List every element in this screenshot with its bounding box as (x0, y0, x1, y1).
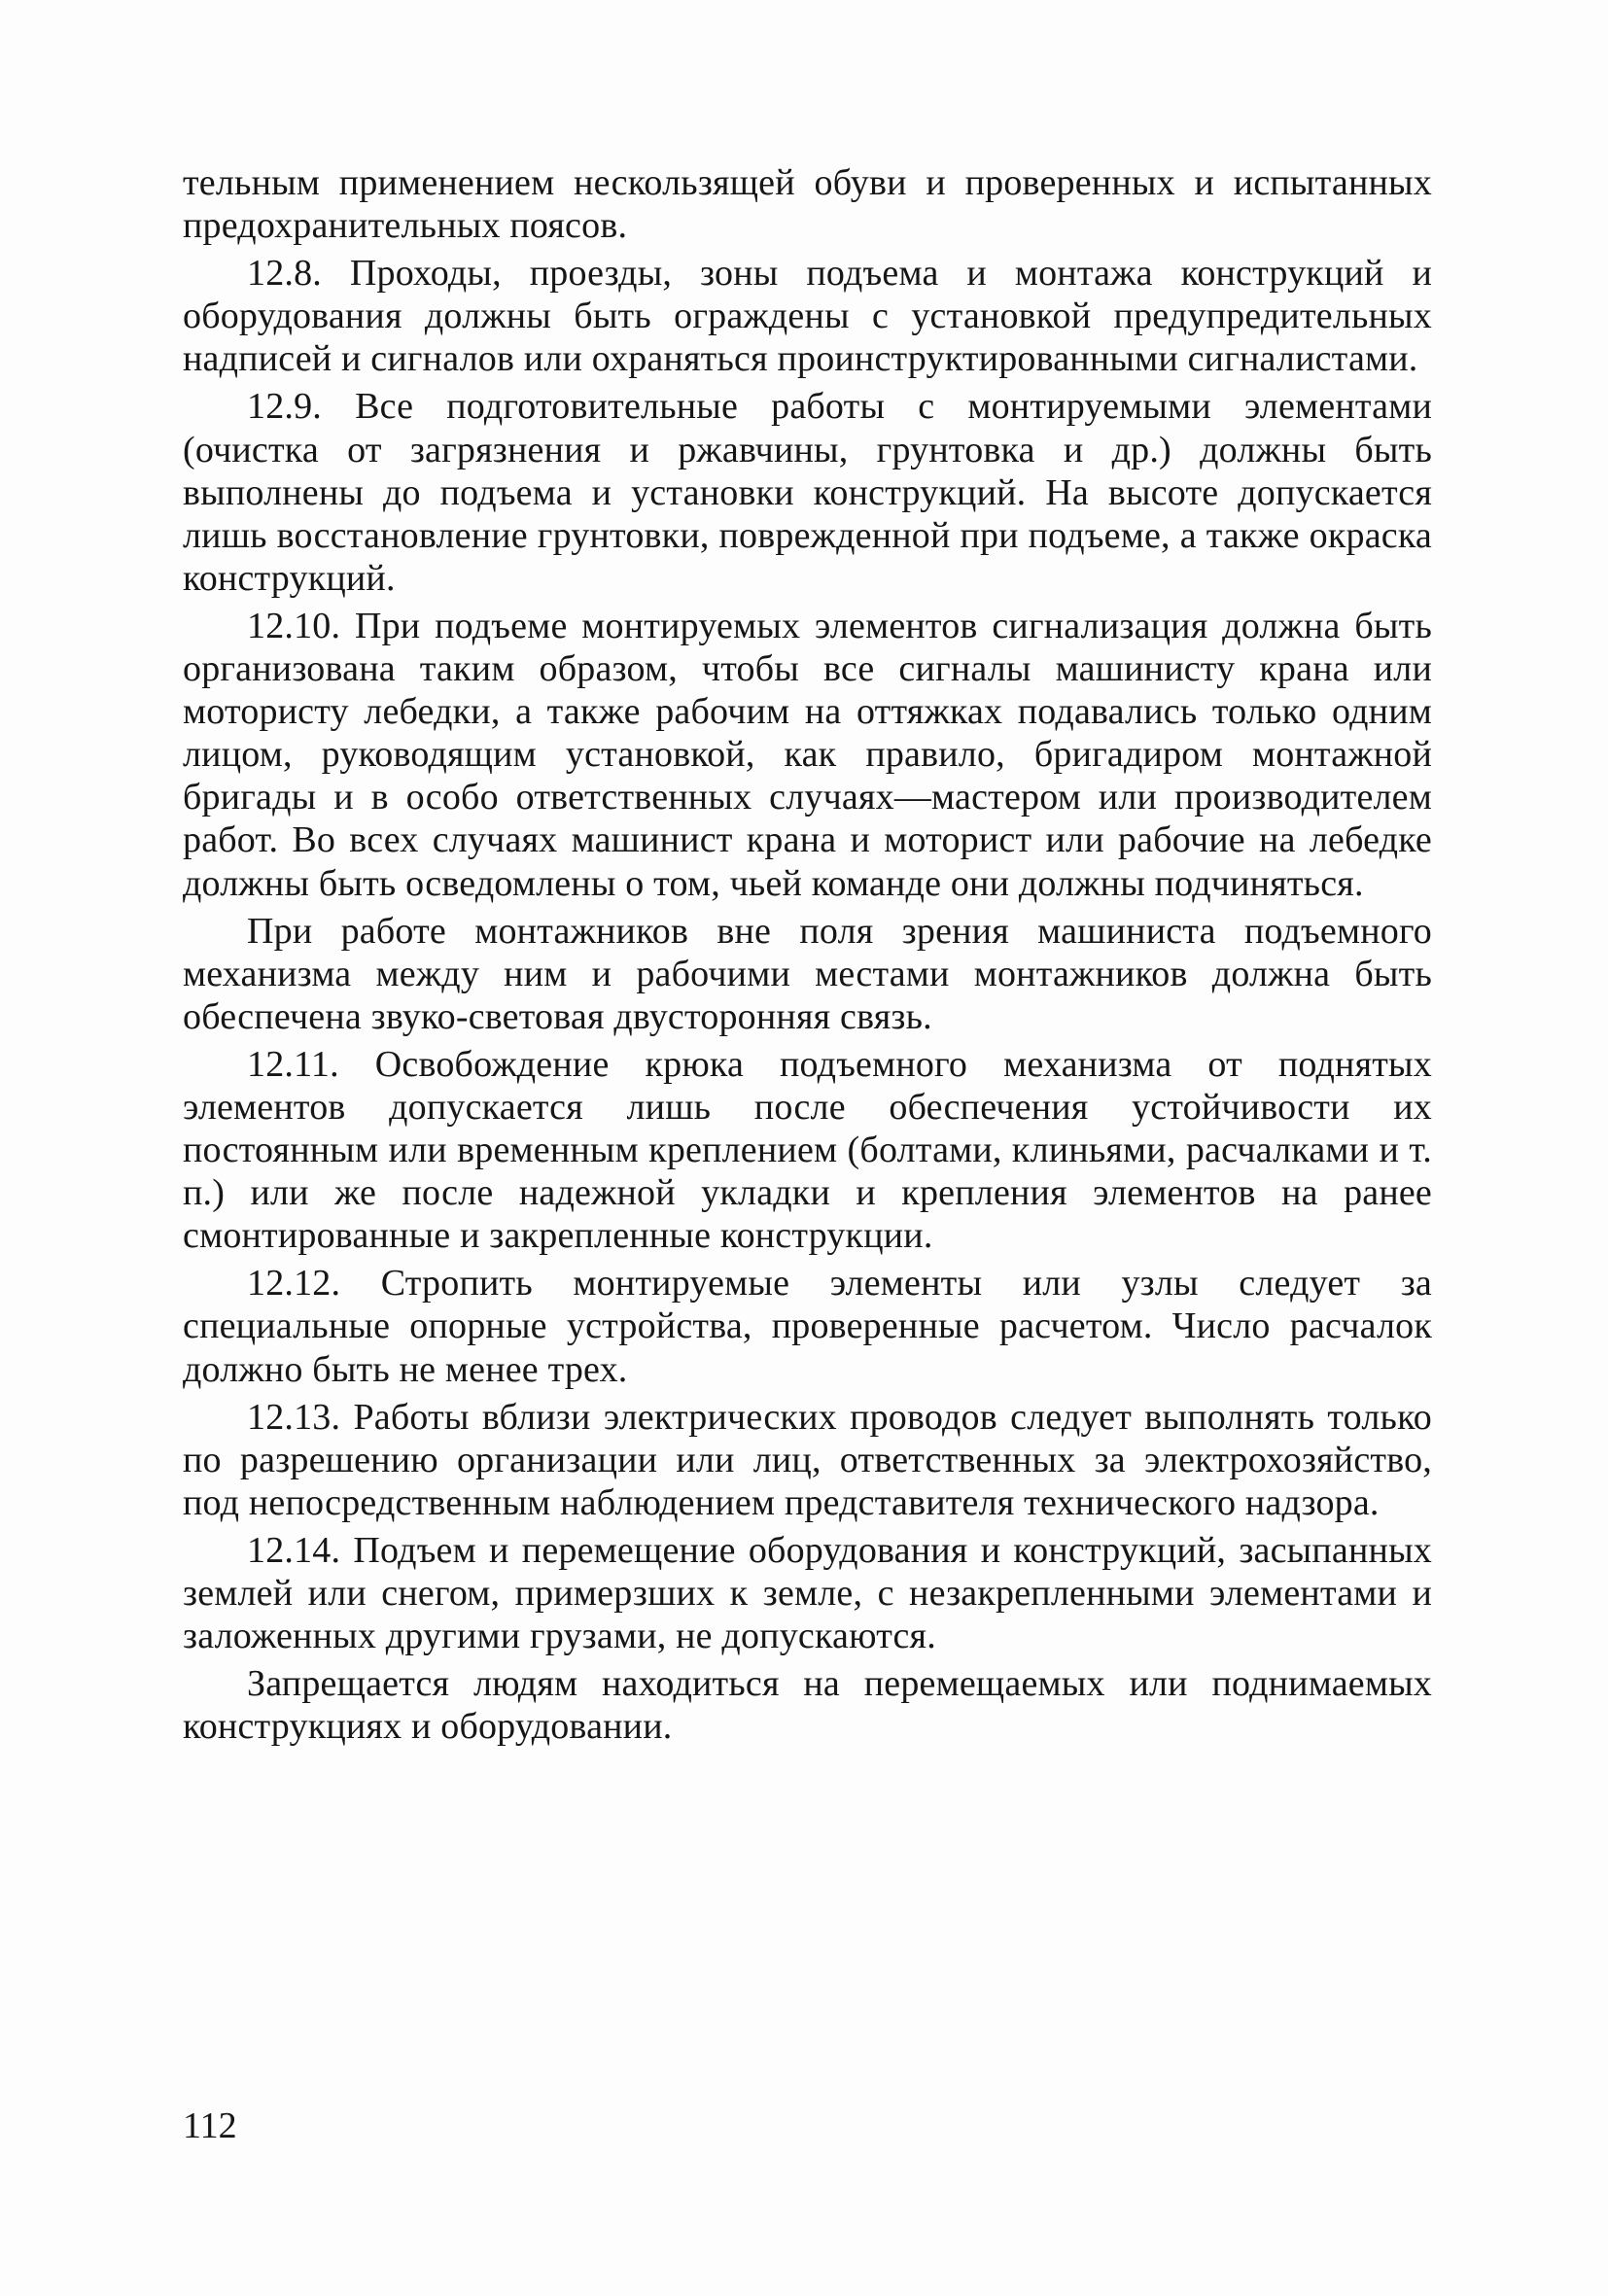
paragraph-12-10-addendum: При работе монтажников вне поля зрения машиниста подъемного механизма между ним и рабочими местами монтажников должна быть обеспечена звуко-световая двусторонняя связь. (183, 910, 1432, 1037)
page-number: 112 (183, 2105, 237, 2146)
body-text (183, 161, 1432, 1753)
paragraph-12-13: 12.13. Работы вблизи электрических проводов следует выполнять только по разрешению организации или лиц, ответственных за электрохозяйство, под непосредственным наблюдением представителя технического надзора. (183, 1396, 1432, 1523)
paragraph-continuation: тельным применением нескользящей обуви и проверенных и испытанных предохранительных поясов. (183, 162, 1432, 247)
paragraph-12-9: 12.9. Все подготовительные работы с монтируемыми элементами (очистка от загрязнения и ржавчины, грунтовка и др.) должны быть выполнены до подъема и установки конструкций. На высоте допускается лишь восстановление грунтовки, поврежденной при подъеме, а также окраска конструкций. (183, 386, 1432, 599)
paragraph-prohibition: Запрещается людям находиться на перемещаемых или поднимаемых конструкциях и оборудовании. (183, 1663, 1432, 1748)
paragraph-12-10: 12.10. При подъеме монтируемых элементов сигнализация должна быть организована таким образом, чтобы все сигналы машинисту крана или мотористу лебедки, а также рабочим на оттяжках подавались только одним лицом, руководящим установкой, как правило, бригадиром монтажной бригады и в особо ответственных случаях—мастером или производителем работ. Во всех случаях машинист крана и моторист или рабочие на лебедке должны быть осведомлены о том, чьей команде они должны подчиняться. (183, 605, 1432, 904)
paragraph-12-11: 12.11. Освобождение крюка подъемного механизма от поднятых элементов допускается лишь после обеспечения устойчивости их постоянным или временным креплением (болтами, клиньями, расчалками и т. п.) или же после надежной укладки и крепления элементов на ранее смонтированные и закрепленные конструкции. (183, 1043, 1432, 1257)
paragraph-12-12: 12.12. Стропить монтируемые элементы или узлы следует за специальные опорные устройства, проверенные расчетом. Число расчалок должно быть не менее трех. (183, 1263, 1432, 1390)
paragraph-12-14: 12.14. Подъем и перемещение оборудования и конструкций, засыпанных землей или снегом, примерзших к земле, с незакрепленными элементами и заложенных другими грузами, не допускаются. (183, 1529, 1432, 1657)
paragraph-12-8: 12.8. Проходы, проезды, зоны подъема и монтажа конструкций и оборудования должны быть ограждены с установкой предупредительных надписей и сигналов или охраняться проинструктированными сигналистами. (183, 253, 1432, 380)
